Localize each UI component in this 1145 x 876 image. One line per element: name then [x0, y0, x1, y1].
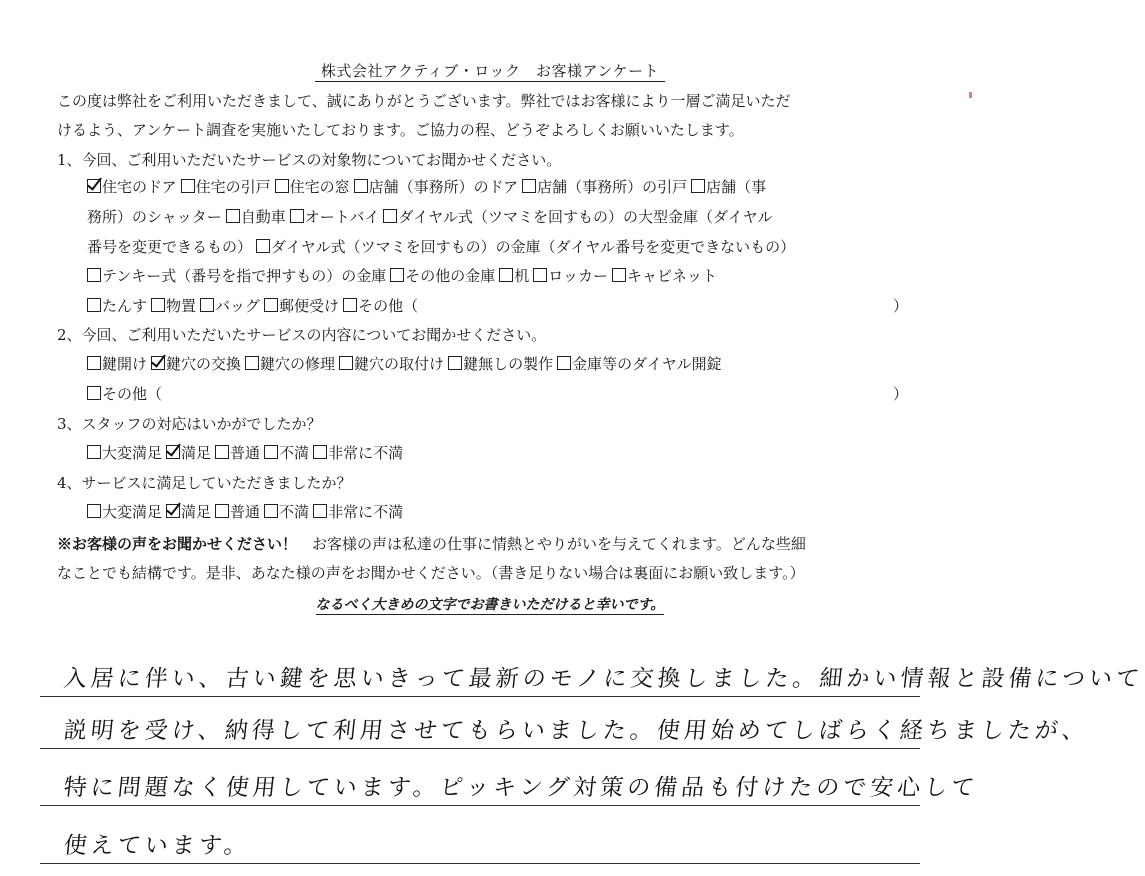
checkbox-icon[interactable]: [87, 445, 101, 459]
checkbox-label: ロッカー: [548, 267, 608, 285]
checked-box-icon[interactable]: [87, 179, 101, 193]
checkbox-label: 鍵開け: [102, 355, 148, 373]
checkbox-label: その他の金庫: [405, 267, 496, 285]
checkbox-label: 非常に不満: [328, 444, 404, 462]
checkbox-label: 住宅の引戸: [195, 178, 271, 196]
checkbox-icon[interactable]: [87, 268, 101, 282]
checkbox-icon[interactable]: [275, 179, 289, 193]
q3-options-row: [87, 440, 407, 466]
checkbox-option[interactable]: [181, 174, 271, 200]
voice-note: なるべく大きめの文字でお書きいただけると幸いです。: [315, 597, 665, 613]
checkbox-label: ダイヤル式（ツマミを回すもの）の大型金庫（ダイヤル: [398, 208, 773, 226]
intro-line-1: この度は弊社をご利用いただきまして、誠にありがとうございます。弊社ではお客様により一層ご満足いただ: [57, 92, 791, 110]
checkbox-option[interactable]: [256, 234, 795, 260]
checkbox-option[interactable]: [343, 293, 418, 319]
checkbox-option[interactable]: [200, 293, 260, 319]
checkbox-label: 住宅の窓: [289, 178, 350, 196]
checkbox-option[interactable]: [245, 351, 335, 377]
checkbox-option[interactable]: [313, 440, 403, 466]
checkbox-option[interactable]: [612, 263, 717, 289]
checkbox-label: 鍵穴の修理: [260, 355, 336, 373]
checkbox-icon[interactable]: [691, 179, 705, 193]
checkbox-option[interactable]: [264, 499, 309, 525]
voice-line-2: なことでも結構です。是非、あなた様の声をお聞かせください。（書き足りない場合は裏面にお願い致します。）: [57, 564, 805, 582]
checkbox-icon[interactable]: [390, 268, 404, 282]
checkbox-label: 店舗（事: [706, 178, 767, 196]
checkbox-label: 鍵穴の交換: [166, 355, 242, 373]
checkbox-option[interactable]: [87, 293, 147, 319]
checkbox-option[interactable]: [87, 381, 162, 407]
checkbox-icon[interactable]: [87, 298, 101, 312]
q2-options-row-1: [87, 351, 726, 377]
voice-heading: ※お客様の声をお聞かせください！: [57, 535, 298, 553]
checkbox-option[interactable]: [87, 174, 177, 200]
checkbox-icon[interactable]: [256, 239, 270, 253]
handwritten-line-3: 特に問題なく使用しています。ピッキング対策の備品も付けたので安心して: [40, 754, 920, 808]
q2-other-close-paren: ）: [892, 385, 908, 403]
checkbox-label: 不満: [279, 503, 310, 521]
checkbox-icon[interactable]: [264, 504, 278, 518]
checkbox-icon[interactable]: [290, 209, 304, 223]
checkbox-option[interactable]: [354, 174, 519, 200]
checkbox-option[interactable]: [383, 204, 772, 230]
checkbox-icon[interactable]: [226, 209, 240, 223]
q1-options-row-2: [87, 204, 777, 230]
checkbox-label: その他（: [102, 385, 163, 403]
checkbox-label: 物置: [166, 297, 197, 315]
checkbox-label: 非常に不満: [328, 503, 404, 521]
q1-options-row-4: [87, 263, 721, 289]
checkbox-label: 満足: [181, 503, 212, 521]
checkbox-icon[interactable]: [151, 298, 165, 312]
option-continuation-text: 務所）のシャッター: [87, 208, 222, 226]
checkbox-option[interactable]: [691, 174, 766, 200]
checkbox-label: たんす: [102, 297, 148, 315]
checkbox-icon[interactable]: [354, 179, 368, 193]
checkbox-option[interactable]: [87, 440, 162, 466]
checkbox-icon[interactable]: [87, 504, 101, 518]
checkbox-label: 鍵無しの製作: [463, 355, 554, 373]
question-1: 1、今回、ご利用いただいたサービスの対象物についてお聞かせください。: [57, 151, 562, 169]
checkbox-label: 不満: [279, 444, 310, 462]
checkbox-icon[interactable]: [557, 356, 571, 370]
checkbox-label: 店舗（事務所）の引戸: [537, 178, 688, 196]
checkbox-label: キャビネット: [627, 267, 718, 285]
checkbox-label: 鍵穴の取付け: [354, 355, 445, 373]
checkbox-option[interactable]: [215, 440, 260, 466]
checkbox-option[interactable]: [166, 499, 211, 525]
checkbox-option[interactable]: [215, 499, 260, 525]
checkbox-icon[interactable]: [215, 504, 229, 518]
checkbox-option[interactable]: [87, 499, 162, 525]
q4-options-row: [87, 499, 407, 525]
scan-mark: [969, 92, 972, 98]
checkbox-icon[interactable]: [245, 356, 259, 370]
checkbox-option[interactable]: [264, 440, 309, 466]
intro-paragraph: [57, 87, 937, 145]
checkbox-icon[interactable]: [313, 504, 327, 518]
checkbox-label: 金庫等のダイヤル開錠: [572, 355, 722, 373]
checkbox-label: 普通: [230, 503, 261, 521]
handwritten-line-1: 入居に伴い、古い鍵を思いきって最新のモノに交換しました。細かい情報と設備について: [40, 645, 920, 699]
checked-box-icon[interactable]: [166, 504, 180, 518]
checkbox-label: 机: [514, 267, 530, 285]
checkbox-label: 満足: [181, 444, 212, 462]
checkbox-option[interactable]: [226, 204, 286, 230]
q1-options-row-1: [87, 174, 770, 200]
question-3: 3、スタッフの対応はいかがでしたか？: [57, 415, 322, 433]
checkbox-icon[interactable]: [87, 386, 101, 400]
checkbox-option[interactable]: [557, 351, 722, 377]
q1-options-row-5: [87, 293, 422, 319]
checkbox-option[interactable]: [166, 440, 211, 466]
checkbox-icon[interactable]: [448, 356, 462, 370]
checkbox-label: 住宅のドア: [102, 178, 177, 196]
checkbox-label: テンキー式（番号を指で押すもの）の金庫: [102, 267, 387, 285]
checkbox-label: その他（: [358, 297, 419, 315]
checkbox-icon[interactable]: [181, 179, 195, 193]
checkbox-icon[interactable]: [383, 209, 397, 223]
checkbox-icon[interactable]: [612, 268, 626, 282]
checked-box-icon[interactable]: [151, 356, 165, 370]
checkbox-icon[interactable]: [499, 268, 513, 282]
checkbox-icon[interactable]: [313, 445, 327, 459]
checkbox-option[interactable]: [151, 351, 241, 377]
checkbox-option[interactable]: [151, 293, 196, 319]
checkbox-option[interactable]: [339, 351, 444, 377]
q2-options-row-2: [87, 381, 166, 407]
checkbox-option[interactable]: [522, 174, 687, 200]
checkbox-option[interactable]: [87, 263, 386, 289]
checkbox-icon[interactable]: [264, 298, 278, 312]
voice-paragraph: [57, 530, 937, 588]
checkbox-icon[interactable]: [522, 179, 536, 193]
checkbox-icon[interactable]: [343, 298, 357, 312]
q1-options-row-3: [87, 234, 799, 260]
q1-other-close-paren: ）: [892, 297, 908, 315]
checkbox-label: 郵便受け: [279, 297, 340, 315]
checkbox-icon[interactable]: [200, 298, 214, 312]
checkbox-option[interactable]: [533, 263, 608, 289]
question-2: 2、今回、ご利用いただいたサービスの内容についてお聞かせください。: [57, 326, 547, 344]
checkbox-icon[interactable]: [339, 356, 353, 370]
checkbox-label: バッグ: [215, 297, 261, 315]
checked-box-icon[interactable]: [166, 445, 180, 459]
voice-line-1: お客様の声は私達の仕事に情熱とやりがいを与えてくれます。どんな些細: [297, 535, 806, 553]
checkbox-icon[interactable]: [533, 268, 547, 282]
checkbox-option[interactable]: [290, 204, 380, 230]
intro-line-2: けるよう、アンケート調査を実施いたしております。ご協力の程、どうぞよろしくお願いいたします。: [57, 121, 744, 139]
checkbox-label: 店舗（事務所）のドア: [368, 178, 519, 196]
form-title: 株式会社アクティブ・ロック お客様アンケート: [0, 60, 980, 81]
checkbox-option[interactable]: [448, 351, 553, 377]
checkbox-option[interactable]: [87, 351, 147, 377]
checkbox-option[interactable]: [390, 263, 495, 289]
handwritten-line-2: 説明を受け、納得して利用させてもらいました。使用始めてしばらく経ちましたが、: [40, 697, 920, 751]
checkbox-option[interactable]: [499, 263, 529, 289]
checkbox-label: 自動車: [240, 208, 286, 226]
handwritten-line-4: 使えています。: [40, 812, 920, 866]
checkbox-label: ダイヤル式（ツマミを回すもの）の金庫（ダイヤル番号を変更できないもの）: [271, 238, 796, 256]
checkbox-option[interactable]: [275, 174, 350, 200]
option-continuation-text: 番号を変更できるもの）: [87, 238, 253, 256]
question-4: 4、サービスに満足していただきましたか？: [57, 474, 352, 492]
checkbox-option[interactable]: [313, 499, 403, 525]
checkbox-label: オートバイ: [304, 208, 380, 226]
checkbox-option[interactable]: [264, 293, 339, 319]
checkbox-label: 大変満足: [102, 503, 163, 521]
checkbox-icon[interactable]: [87, 356, 101, 370]
checkbox-label: 普通: [230, 444, 261, 462]
checkbox-icon[interactable]: [264, 445, 278, 459]
checkbox-label: 大変満足: [102, 444, 163, 462]
checkbox-icon[interactable]: [215, 445, 229, 459]
